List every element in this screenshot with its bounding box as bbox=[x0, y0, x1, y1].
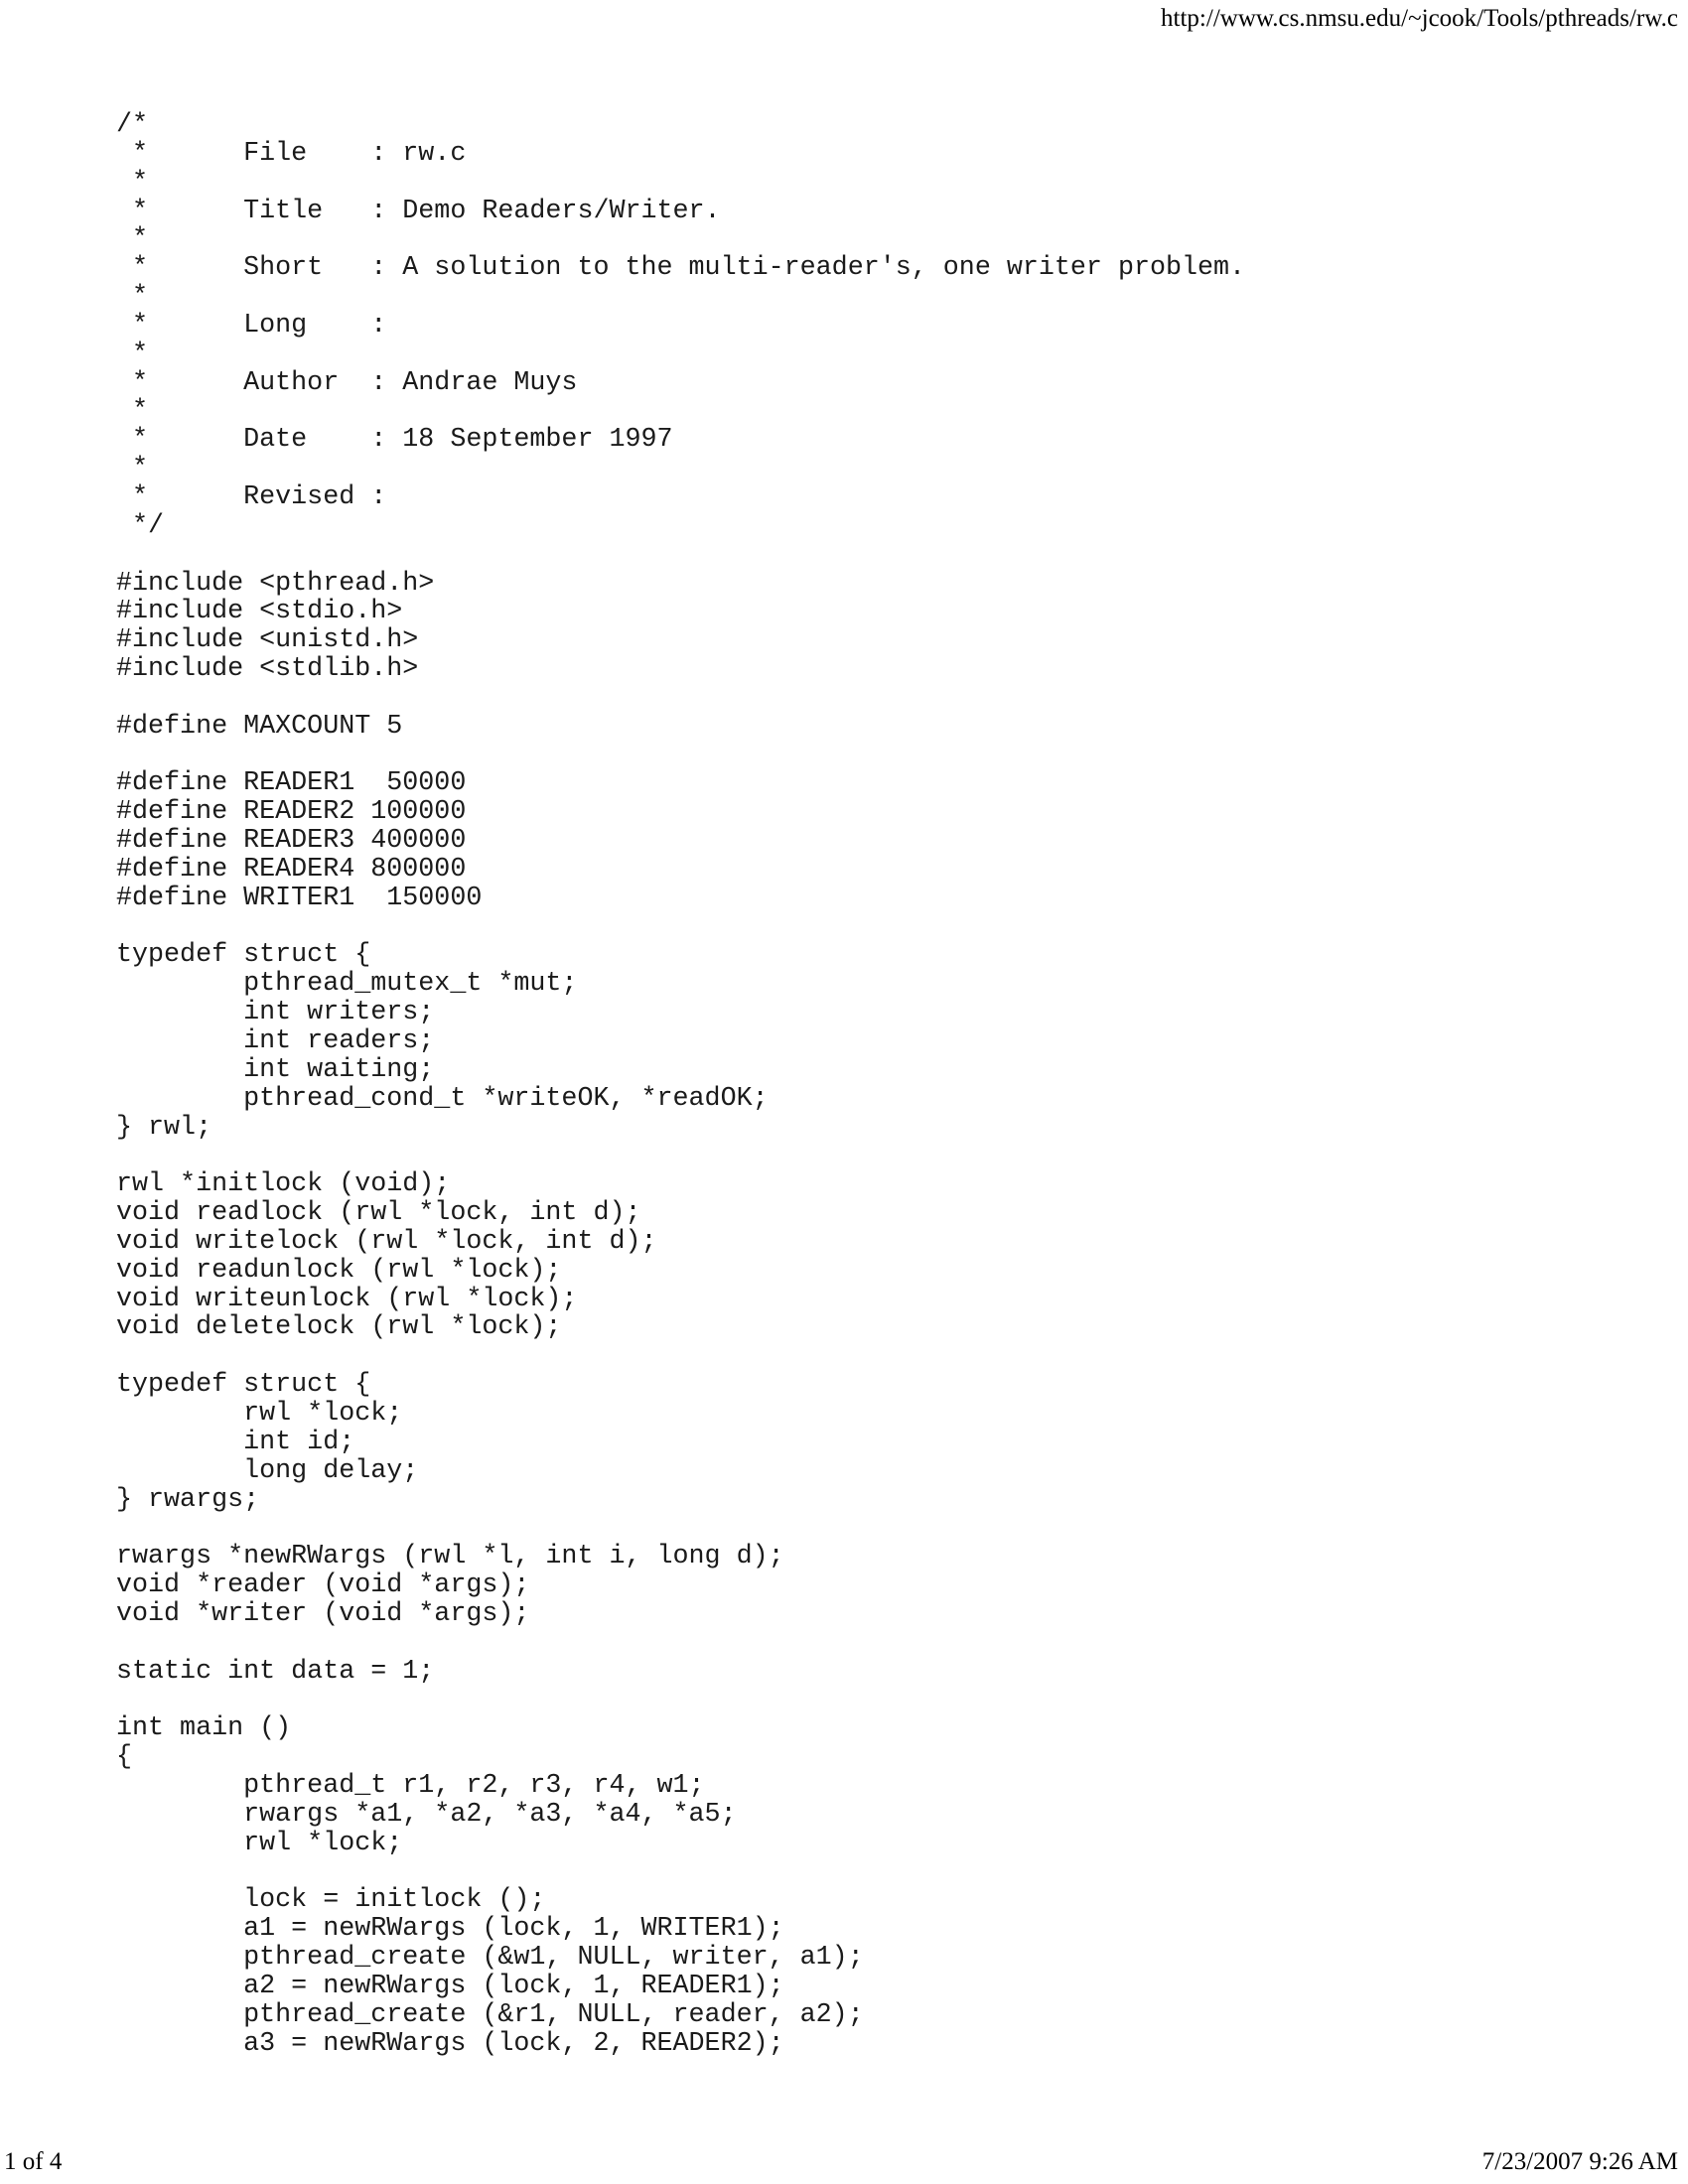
code-line bbox=[116, 1142, 1245, 1170]
code-line: * bbox=[116, 282, 149, 313]
code-line: * Author : Andrae Muys bbox=[116, 367, 578, 398]
code-line: int id; bbox=[116, 1427, 355, 1457]
code-line: a2 = newRWargs (lock, 1, READER1); bbox=[116, 1971, 784, 2001]
code-line: * File : rw.c bbox=[116, 138, 467, 169]
code-line: #define READER4 800000 bbox=[116, 854, 467, 885]
code-line: int main () bbox=[116, 1713, 292, 1744]
code-line: * Revised : bbox=[116, 481, 387, 512]
code-line: /* bbox=[116, 110, 149, 140]
code-line: a1 = newRWargs (lock, 1, WRITER1); bbox=[116, 1914, 784, 1945]
code-line: * bbox=[116, 396, 149, 427]
code-line: pthread_t r1, r2, r3, r4, w1; bbox=[116, 1770, 705, 1801]
code-line: } rwl; bbox=[116, 1112, 212, 1143]
code-line: #define READER1 50000 bbox=[116, 768, 467, 799]
code-line: long delay; bbox=[116, 1455, 419, 1486]
code-line: #include <stdlib.h> bbox=[116, 654, 419, 685]
code-line: */ bbox=[116, 510, 165, 541]
code-line: #define READER2 100000 bbox=[116, 797, 467, 828]
code-line: pthread_create (&r1, NULL, reader, a2); bbox=[116, 1999, 864, 2030]
code-line: * bbox=[116, 454, 149, 484]
code-line: static int data = 1; bbox=[116, 1656, 435, 1687]
code-line: typedef struct { bbox=[116, 1370, 371, 1401]
code-line bbox=[116, 742, 1245, 770]
code-line: rwl *lock; bbox=[116, 1398, 403, 1429]
code-line: void readlock (rwl *lock, int d); bbox=[116, 1198, 641, 1229]
code-line: * bbox=[116, 339, 149, 369]
code-line: rwl *lock; bbox=[116, 1828, 403, 1858]
page-number: 1 of 4 bbox=[4, 2148, 63, 2175]
code-line: void writeunlock (rwl *lock); bbox=[116, 1284, 578, 1314]
code-line: * Date : 18 September 1997 bbox=[116, 425, 673, 456]
code-line: * bbox=[116, 224, 149, 255]
code-line: { bbox=[116, 1742, 133, 1773]
code-line: void readunlock (rwl *lock); bbox=[116, 1255, 562, 1286]
code-line bbox=[116, 1629, 1245, 1658]
code-line: lock = initlock (); bbox=[116, 1885, 546, 1916]
code-line bbox=[116, 913, 1245, 942]
code-line bbox=[116, 684, 1245, 713]
code-line: typedef struct { bbox=[116, 940, 371, 971]
print-datetime: 7/23/2007 9:26 AM bbox=[1481, 2148, 1678, 2175]
code-line: pthread_create (&w1, NULL, writer, a1); bbox=[116, 1943, 864, 1973]
code-line: int readers; bbox=[116, 1026, 435, 1056]
code-line: * Short : A solution to the multi-reader's, one writer problem. bbox=[116, 253, 1246, 284]
code-line bbox=[116, 1686, 1245, 1714]
code-line: #define MAXCOUNT 5 bbox=[116, 711, 403, 742]
page-header-url: http://www.cs.nmsu.edu/~jcook/Tools/pthreads/rw.c bbox=[1161, 5, 1678, 32]
code-line: rwargs *newRWargs (rwl *l, int i, long d); bbox=[116, 1542, 784, 1572]
code-line: int waiting; bbox=[116, 1054, 435, 1085]
code-line: #include <stdio.h> bbox=[116, 597, 403, 627]
code-line: * bbox=[116, 167, 149, 198]
code-line bbox=[116, 1514, 1245, 1543]
code-line: pthread_mutex_t *mut; bbox=[116, 969, 578, 1000]
code-line: void writelock (rwl *lock, int d); bbox=[116, 1226, 657, 1257]
code-line: #include <unistd.h> bbox=[116, 625, 419, 656]
code-line: void *writer (void *args); bbox=[116, 1598, 530, 1629]
code-line bbox=[116, 1857, 1245, 1886]
code-line: void *reader (void *args); bbox=[116, 1570, 530, 1601]
code-line: a3 = newRWargs (lock, 2, READER2); bbox=[116, 2028, 784, 2059]
code-line: } rwargs; bbox=[116, 1484, 260, 1515]
code-line: #define WRITER1 150000 bbox=[116, 883, 483, 913]
source-code-listing bbox=[116, 111, 1245, 2058]
code-line: void deletelock (rwl *lock); bbox=[116, 1312, 562, 1343]
code-line: #define READER3 400000 bbox=[116, 826, 467, 857]
code-line: int writers; bbox=[116, 998, 435, 1028]
code-line: pthread_cond_t *writeOK, *readOK; bbox=[116, 1083, 769, 1114]
code-line bbox=[116, 1342, 1245, 1371]
code-line: #include <pthread.h> bbox=[116, 568, 435, 599]
code-line: rwargs *a1, *a2, *a3, *a4, *a5; bbox=[116, 1799, 737, 1830]
code-line: * Title : Demo Readers/Writer. bbox=[116, 196, 721, 226]
code-line: rwl *initlock (void); bbox=[116, 1169, 451, 1200]
code-line bbox=[116, 541, 1245, 570]
code-line: * Long : bbox=[116, 310, 387, 341]
